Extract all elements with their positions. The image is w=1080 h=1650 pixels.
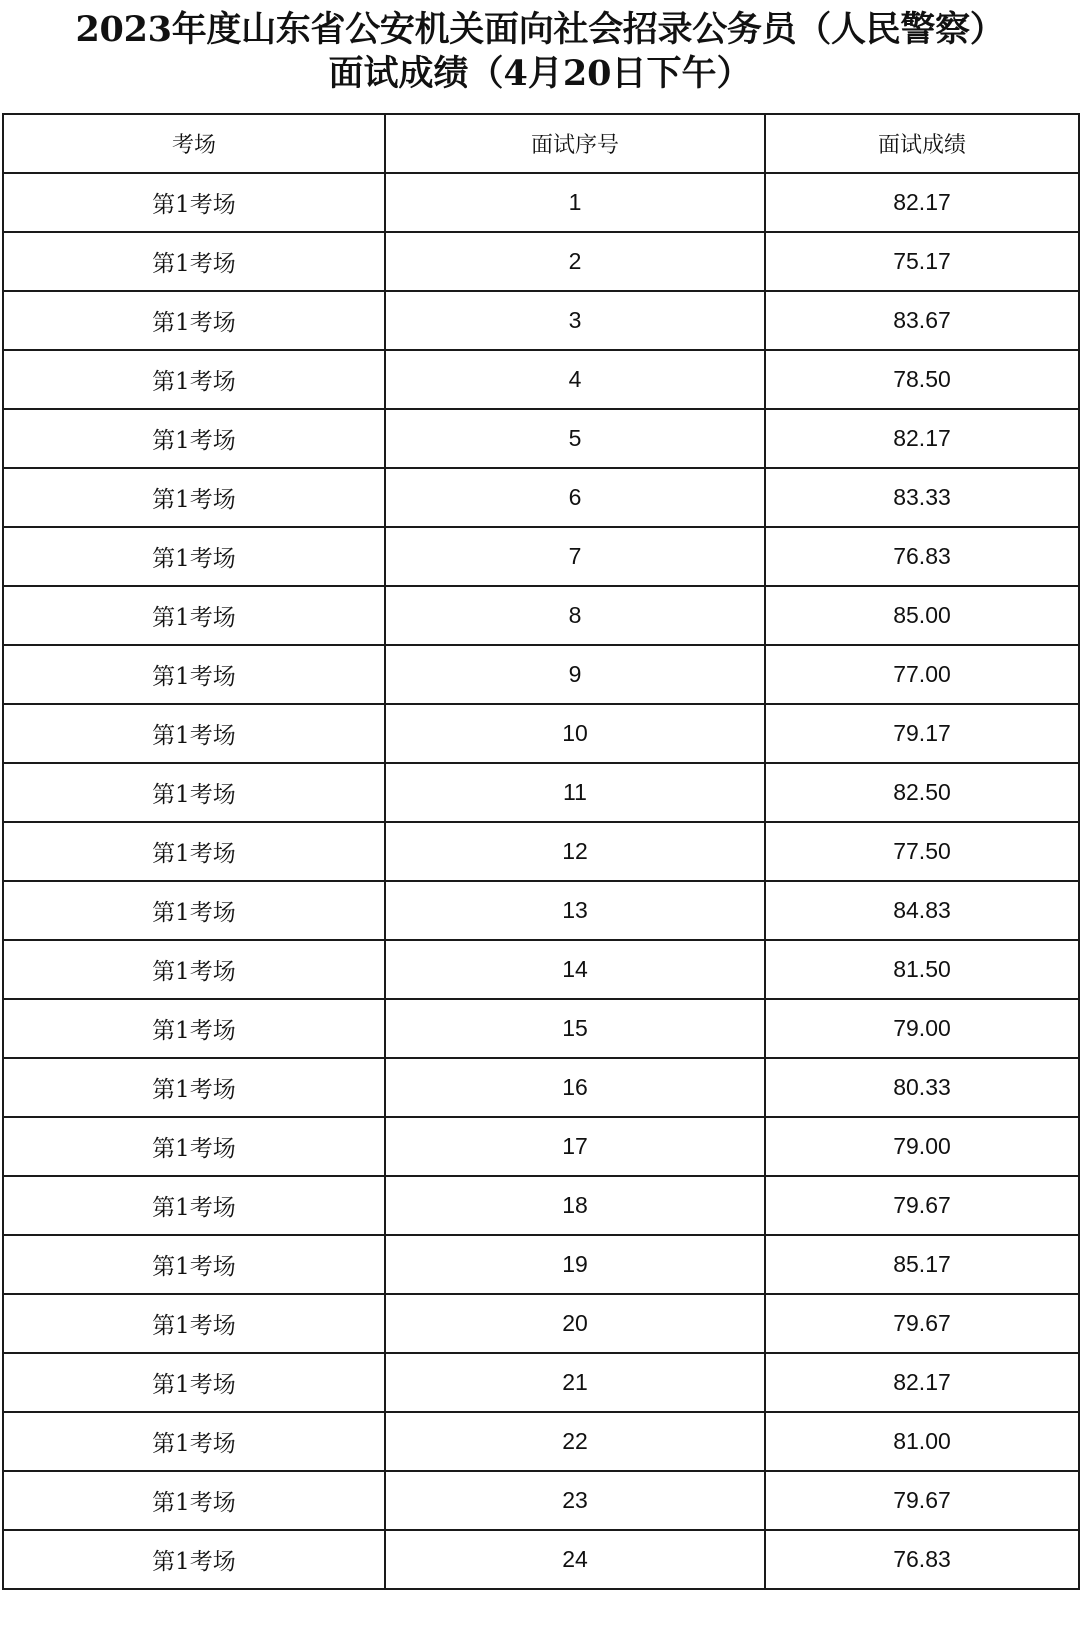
cell-interview-number: 16: [385, 1058, 765, 1117]
header-interview-number: 面试序号: [385, 114, 765, 173]
table-row: [3, 1530, 1079, 1589]
score-table: [2, 113, 1080, 1590]
table-row: [3, 173, 1079, 232]
cell-interview-score: 79.17: [765, 704, 1079, 763]
table-row: [3, 291, 1079, 350]
cell-exam-room: 第1考场: [3, 350, 385, 409]
cell-exam-room: 第1考场: [3, 940, 385, 999]
cell-exam-room: 第1考场: [3, 173, 385, 232]
cell-interview-score: 81.50: [765, 940, 1079, 999]
table-row: [3, 1412, 1079, 1471]
cell-interview-score: 84.83: [765, 881, 1079, 940]
cell-interview-score: 79.67: [765, 1471, 1079, 1530]
cell-interview-number: 2: [385, 232, 765, 291]
cell-exam-room: 第1考场: [3, 999, 385, 1058]
cell-interview-score: 82.17: [765, 409, 1079, 468]
cell-exam-room: 第1考场: [3, 1471, 385, 1530]
cell-interview-score: 77.50: [765, 822, 1079, 881]
cell-interview-score: 82.17: [765, 1353, 1079, 1412]
cell-exam-room: 第1考场: [3, 1058, 385, 1117]
table-row: [3, 940, 1079, 999]
cell-interview-number: 12: [385, 822, 765, 881]
cell-interview-score: 79.00: [765, 1117, 1079, 1176]
table-row: [3, 1471, 1079, 1530]
table-row: [3, 763, 1079, 822]
cell-exam-room: 第1考场: [3, 1176, 385, 1235]
cell-interview-number: 8: [385, 586, 765, 645]
cell-interview-score: 82.17: [765, 173, 1079, 232]
cell-interview-number: 4: [385, 350, 765, 409]
cell-interview-score: 82.50: [765, 763, 1079, 822]
title-line-2: 面试成绩（4月20日下午）: [328, 53, 752, 94]
table-row: [3, 1294, 1079, 1353]
cell-interview-score: 85.17: [765, 1235, 1079, 1294]
cell-interview-number: 18: [385, 1176, 765, 1235]
header-interview-score: 面试成绩: [765, 114, 1079, 173]
cell-interview-number: 23: [385, 1471, 765, 1530]
cell-exam-room: 第1考场: [3, 881, 385, 940]
cell-exam-room: 第1考场: [3, 1235, 385, 1294]
cell-exam-room: 第1考场: [3, 1530, 385, 1589]
table-row: [3, 1058, 1079, 1117]
title-line-1: 2023年度山东省公安机关面向社会招录公务员（人民警察）: [75, 9, 1005, 50]
table-row: [3, 645, 1079, 704]
cell-exam-room: 第1考场: [3, 527, 385, 586]
cell-interview-score: 79.00: [765, 999, 1079, 1058]
cell-interview-number: 1: [385, 173, 765, 232]
cell-interview-score: 77.00: [765, 645, 1079, 704]
table-row: [3, 527, 1079, 586]
cell-interview-score: 83.67: [765, 291, 1079, 350]
cell-interview-score: 85.00: [765, 586, 1079, 645]
cell-exam-room: 第1考场: [3, 468, 385, 527]
table-row: [3, 1235, 1079, 1294]
cell-exam-room: 第1考场: [3, 1117, 385, 1176]
cell-exam-room: 第1考场: [3, 409, 385, 468]
table-row: [3, 350, 1079, 409]
table-row: [3, 409, 1079, 468]
cell-interview-number: 24: [385, 1530, 765, 1589]
cell-interview-number: 20: [385, 1294, 765, 1353]
cell-interview-number: 7: [385, 527, 765, 586]
cell-interview-number: 22: [385, 1412, 765, 1471]
cell-interview-score: 78.50: [765, 350, 1079, 409]
cell-interview-number: 13: [385, 881, 765, 940]
table-row: [3, 881, 1079, 940]
cell-interview-score: 79.67: [765, 1176, 1079, 1235]
header-exam-room: 考场: [3, 114, 385, 173]
cell-exam-room: 第1考场: [3, 763, 385, 822]
cell-interview-number: 3: [385, 291, 765, 350]
cell-exam-room: 第1考场: [3, 1412, 385, 1471]
cell-exam-room: 第1考场: [3, 1294, 385, 1353]
cell-exam-room: 第1考场: [3, 704, 385, 763]
table-row: [3, 1176, 1079, 1235]
cell-exam-room: 第1考场: [3, 586, 385, 645]
table-row: [3, 232, 1079, 291]
cell-interview-number: 11: [385, 763, 765, 822]
cell-interview-number: 19: [385, 1235, 765, 1294]
cell-interview-number: 21: [385, 1353, 765, 1412]
table-row: [3, 822, 1079, 881]
cell-exam-room: 第1考场: [3, 1353, 385, 1412]
cell-interview-number: 14: [385, 940, 765, 999]
cell-interview-score: 75.17: [765, 232, 1079, 291]
table-row: [3, 586, 1079, 645]
cell-interview-number: 10: [385, 704, 765, 763]
cell-exam-room: 第1考场: [3, 232, 385, 291]
cell-interview-score: 79.67: [765, 1294, 1079, 1353]
cell-interview-score: 76.83: [765, 1530, 1079, 1589]
cell-exam-room: 第1考场: [3, 291, 385, 350]
cell-interview-number: 6: [385, 468, 765, 527]
table-row: [3, 704, 1079, 763]
cell-interview-score: 80.33: [765, 1058, 1079, 1117]
table-row: [3, 999, 1079, 1058]
cell-interview-score: 81.00: [765, 1412, 1079, 1471]
cell-exam-room: 第1考场: [3, 822, 385, 881]
cell-exam-room: 第1考场: [3, 645, 385, 704]
table-row: [3, 1117, 1079, 1176]
cell-interview-number: 5: [385, 409, 765, 468]
cell-interview-number: 17: [385, 1117, 765, 1176]
cell-interview-number: 15: [385, 999, 765, 1058]
cell-interview-number: 9: [385, 645, 765, 704]
cell-interview-score: 76.83: [765, 527, 1079, 586]
table-row: [3, 1353, 1079, 1412]
cell-interview-score: 83.33: [765, 468, 1079, 527]
table-row: [3, 468, 1079, 527]
table-body: [3, 173, 1079, 1589]
table-header-row: [3, 114, 1079, 173]
